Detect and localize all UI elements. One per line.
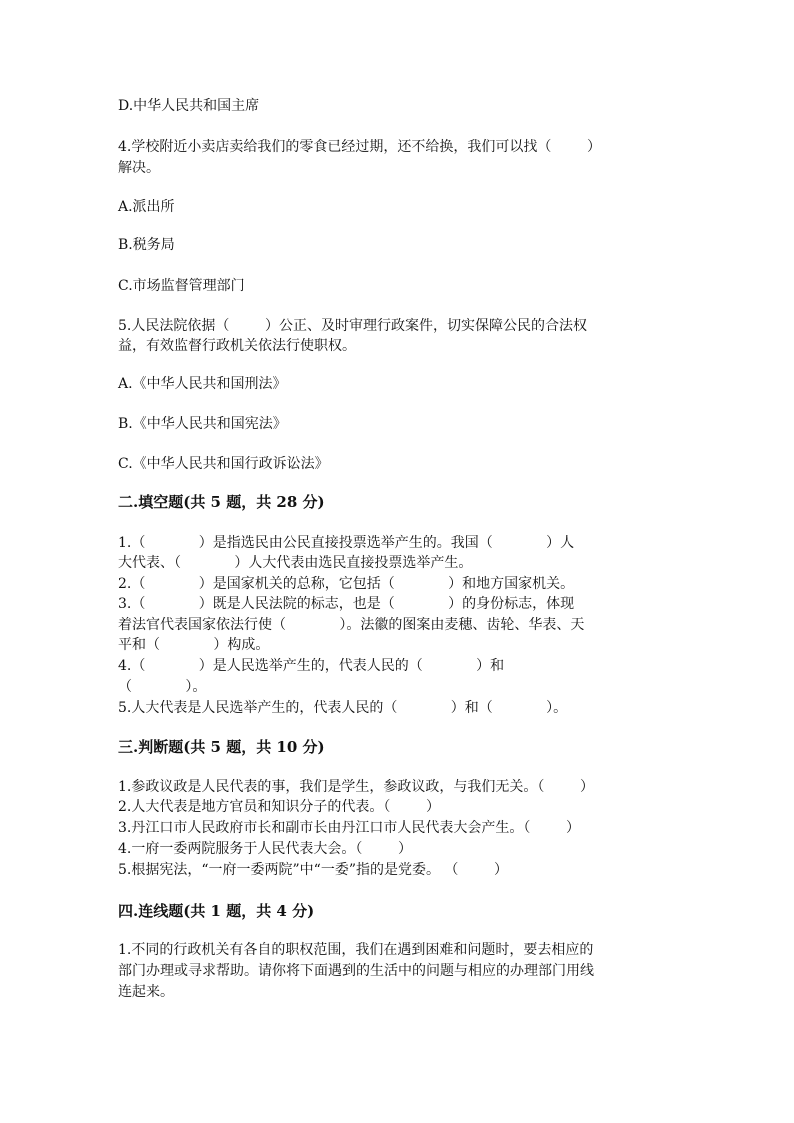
- q4-stem-line-1: 4.学校附近小卖店卖给我们的零食已经过期，还不给换，我们可以找（ ）: [118, 139, 601, 155]
- judge-line-3: 3.丹江口市人民政府市长和副市长由丹江口市人民代表大会产生。（ ）: [118, 820, 580, 836]
- fill-line-1: 1.（ ）是指选民由公民直接投票选举产生的。我国（ ）人: [118, 535, 575, 551]
- fill-line-6: 平和（ ）构成。: [118, 637, 270, 653]
- fill-line-8: （ ）。: [118, 679, 207, 695]
- q4-stem-line-2: 解决。: [118, 160, 160, 176]
- match-line-1: 1.不同的行政机关有各自的职权范围，我们在遇到困难和问题时，要去相应的: [118, 942, 594, 958]
- judge-section-heading: 三.判断题(共 5 题，共 10 分): [118, 738, 325, 756]
- q5-stem-line-1: 5.人民法院依据（ ）公正、及时审理行政案件，切实保障公民的合法权: [118, 318, 587, 334]
- match-section-heading: 四.连线题(共 1 题，共 4 分): [118, 902, 315, 920]
- q5-stem-line-2: 益，有效监督行政机关依法行使职权。: [118, 338, 356, 354]
- q5-option-b: B.《中华人民共和国宪法》: [118, 416, 287, 432]
- fill-line-5: 着法官代表国家依法行使（ ）。法徽的图案由麦穗、齿轮、华表、天: [118, 617, 585, 633]
- fill-section-heading: 二.填空题(共 5 题，共 28 分): [118, 493, 325, 511]
- judge-line-4: 4.一府一委两院服务于人民代表大会。（ ）: [118, 841, 412, 857]
- fill-line-9: 5.人大代表是人民选举产生的，代表人民的（ ）和（ ）。: [118, 700, 568, 716]
- fill-line-7: 4.（ ）是人民选举产生的，代表人民的（ ）和: [118, 658, 505, 674]
- fill-line-4: 3.（ ）既是人民法院的标志，也是（ ）的身份标志，体现: [118, 596, 575, 612]
- q4-option-c: C.市场监督管理部门: [118, 278, 245, 294]
- q3-option-d: D.中华人民共和国主席: [118, 98, 260, 114]
- match-line-2: 部门办理或寻求帮助。请你将下面遇到的生活中的问题与相应的办理部门用线: [118, 963, 594, 979]
- q4-option-a: A.派出所: [118, 199, 175, 215]
- q5-option-c: C.《中华人民共和国行政诉讼法》: [118, 456, 329, 472]
- judge-line-1: 1.参政议政是人民代表的事，我们是学生，参政议政，与我们无关。（ ）: [118, 779, 594, 795]
- fill-line-2: 大代表、（ ）人大代表由选民直接投票选举产生。: [118, 555, 473, 571]
- q4-option-b: B.税务局: [118, 237, 175, 253]
- judge-line-5: 5.根据宪法，“一府一委两院”中“一委”指的是党委。 （ ）: [118, 862, 509, 878]
- q5-option-a: A.《中华人民共和国刑法》: [118, 376, 287, 392]
- match-line-3: 连起来。: [118, 984, 174, 1000]
- judge-line-2: 2.人大代表是地方官员和知识分子的代表。（ ）: [118, 799, 440, 815]
- fill-line-3: 2.（ ）是国家机关的总称，它包括（ ）和地方国家机关。: [118, 576, 575, 592]
